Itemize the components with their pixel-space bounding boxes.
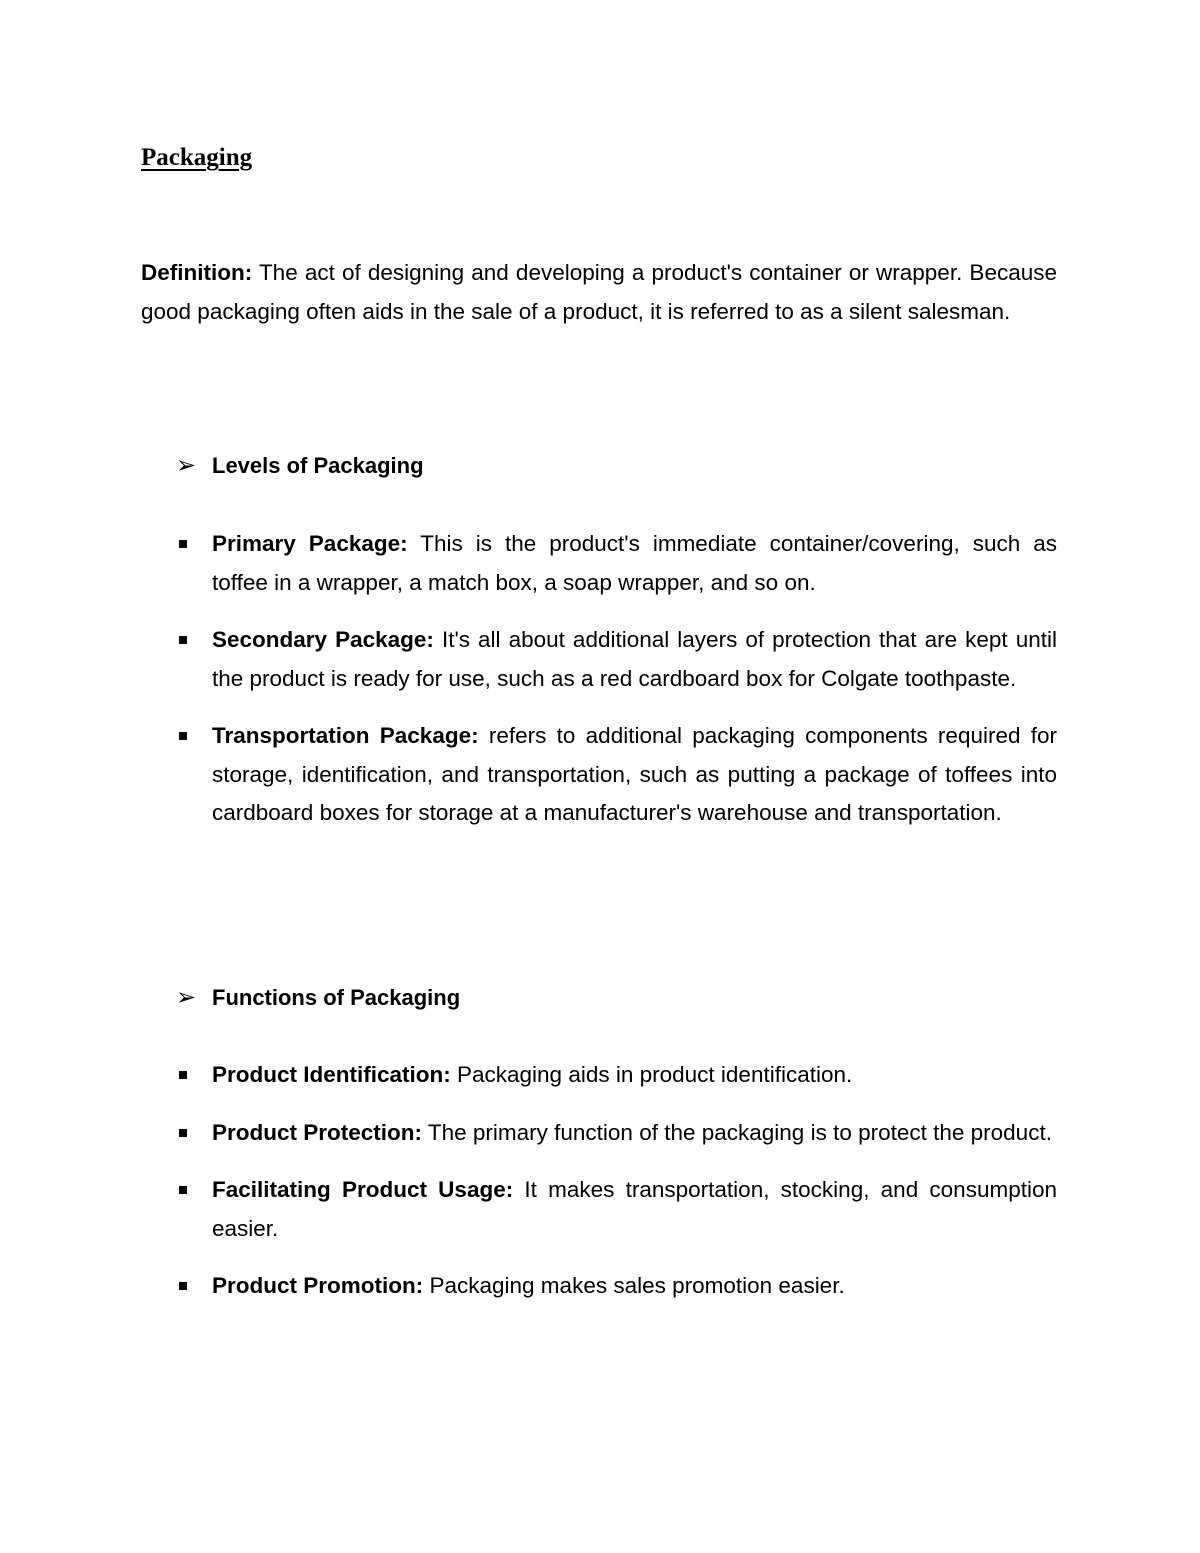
list-item-text: This is the product's immediate container/covering, such as toffee in a wrapper, a match box, a soap wrapper, and so on. [212, 531, 1057, 595]
section-heading-levels [176, 451, 424, 481]
list-item [176, 1171, 1057, 1248]
square-bullet-icon [179, 1129, 187, 1137]
list-item [176, 621, 1057, 698]
square-bullet-icon [179, 1071, 187, 1079]
list-item-term: Transportation Package: [212, 723, 479, 748]
list-item-term: Primary Package: [212, 531, 408, 556]
square-bullet-icon [179, 1282, 187, 1290]
list-item [176, 525, 1057, 602]
arrow-bullet-icon: ➢ [176, 984, 197, 1011]
list-item-text: refers to additional packaging components required for storage, identification, and transportation, such as putting a package of toffees into cardboard boxes for storage at a manufacturer's warehouse and transportation. [212, 723, 1058, 825]
square-bullet-icon [179, 1186, 187, 1194]
page-title: Packaging [141, 144, 253, 171]
definition-paragraph [141, 253, 1057, 331]
list-item-text: Packaging aids in product identification. [450, 1062, 853, 1087]
list-item [176, 1267, 1057, 1306]
list-item-term: Product Identification: [212, 1062, 451, 1087]
list-item [176, 717, 1057, 833]
list-item-text: It's all about additional layers of protection that are kept until the product is ready for use, such as a red cardboard box for Colgate toothpaste. [212, 627, 1057, 691]
list-item [176, 1056, 1057, 1095]
list-item-text: It makes transportation, stocking, and consumption easier. [212, 1177, 1057, 1241]
list-item-term: Secondary Package: [212, 627, 434, 652]
list-item-term: Facilitating Product Usage: [212, 1177, 514, 1202]
list-item-text: Packaging makes sales promotion easier. [423, 1273, 845, 1298]
list-item-text: The primary function of the packaging is to protect the product. [422, 1119, 1052, 1145]
list-item-term: Product Promotion: [212, 1273, 424, 1298]
definition-label: Definition: [141, 260, 253, 285]
definition-text: The act of designing and developing a product's container or wrapper. Because good packaging often aids in the sale of a product, it is referred to as a silent salesman. [141, 260, 1057, 324]
list-item [176, 1114, 1057, 1153]
levels-list [176, 525, 1057, 852]
list-item-term: Product Protection: [212, 1119, 423, 1145]
section-heading-functions [176, 983, 460, 1013]
square-bullet-icon [179, 636, 187, 644]
arrow-bullet-icon: ➢ [176, 452, 197, 479]
section-heading-text: Functions of Packaging [212, 985, 461, 1010]
square-bullet-icon [179, 540, 187, 548]
functions-list [176, 1056, 1057, 1325]
square-bullet-icon [179, 732, 187, 740]
section-heading-text: Levels of Packaging [212, 453, 424, 478]
